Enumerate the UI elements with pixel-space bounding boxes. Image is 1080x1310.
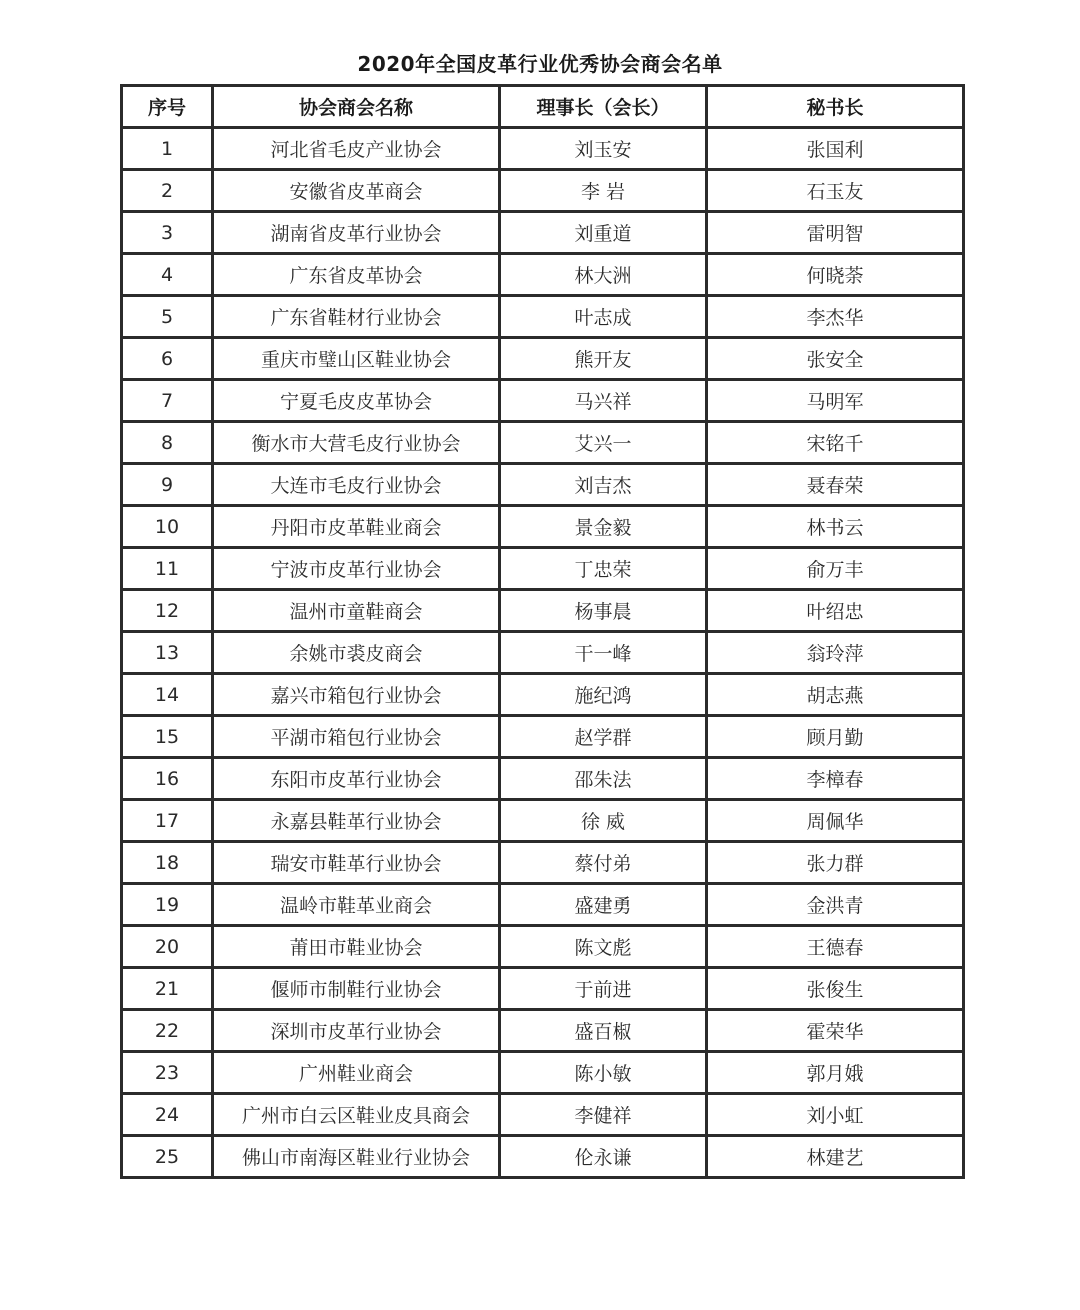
cell-secretary-general: 李樟春: [707, 758, 964, 800]
table-row: [122, 590, 964, 632]
table-row: [122, 548, 964, 590]
cell-index: 18: [122, 842, 213, 884]
cell-secretary-general: 俞万丰: [707, 548, 964, 590]
cell-chairman: 邵朱法: [500, 758, 707, 800]
table-row: [122, 380, 964, 422]
table-row: [122, 674, 964, 716]
table-row: [122, 968, 964, 1010]
cell-secretary-general: 胡志燕: [707, 674, 964, 716]
cell-association-name: 重庆市璧山区鞋业协会: [213, 338, 500, 380]
cell-index: 21: [122, 968, 213, 1010]
cell-chairman: 陈小敏: [500, 1052, 707, 1094]
table-row: [122, 212, 964, 254]
cell-index: 2: [122, 170, 213, 212]
cell-chairman: 徐 威: [500, 800, 707, 842]
cell-index: 8: [122, 422, 213, 464]
cell-association-name: 温岭市鞋革业商会: [213, 884, 500, 926]
cell-chairman: 马兴祥: [500, 380, 707, 422]
cell-association-name: 大连市毛皮行业协会: [213, 464, 500, 506]
cell-index: 24: [122, 1094, 213, 1136]
cell-secretary-general: 顾月勤: [707, 716, 964, 758]
cell-secretary-general: 霍荣华: [707, 1010, 964, 1052]
cell-association-name: 宁夏毛皮皮革协会: [213, 380, 500, 422]
cell-secretary-general: 石玉友: [707, 170, 964, 212]
cell-association-name: 衡水市大营毛皮行业协会: [213, 422, 500, 464]
cell-chairman: 景金毅: [500, 506, 707, 548]
cell-index: 17: [122, 800, 213, 842]
cell-index: 9: [122, 464, 213, 506]
cell-index: 14: [122, 674, 213, 716]
cell-association-name: 东阳市皮革行业协会: [213, 758, 500, 800]
cell-secretary-general: 宋铭千: [707, 422, 964, 464]
cell-chairman: 林大洲: [500, 254, 707, 296]
cell-secretary-general: 何晓荼: [707, 254, 964, 296]
table-row: [122, 926, 964, 968]
cell-association-name: 嘉兴市箱包行业协会: [213, 674, 500, 716]
cell-index: 11: [122, 548, 213, 590]
cell-association-name: 湖南省皮革行业协会: [213, 212, 500, 254]
table-row: [122, 128, 964, 170]
cell-chairman: 艾兴一: [500, 422, 707, 464]
cell-index: 22: [122, 1010, 213, 1052]
cell-index: 1: [122, 128, 213, 170]
cell-chairman: 盛建勇: [500, 884, 707, 926]
cell-association-name: 偃师市制鞋行业协会: [213, 968, 500, 1010]
cell-secretary-general: 张俊生: [707, 968, 964, 1010]
table-row: [122, 632, 964, 674]
cell-chairman: 叶志成: [500, 296, 707, 338]
table-row: [122, 1010, 964, 1052]
cell-chairman: 蔡付弟: [500, 842, 707, 884]
cell-secretary-general: 聂春荣: [707, 464, 964, 506]
cell-association-name: 平湖市箱包行业协会: [213, 716, 500, 758]
cell-index: 7: [122, 380, 213, 422]
document-title: 2020年全国皮革行业优秀协会商会名单: [357, 52, 723, 76]
table-row: [122, 1136, 964, 1178]
cell-index: 3: [122, 212, 213, 254]
cell-chairman: 杨事晨: [500, 590, 707, 632]
table-row: [122, 758, 964, 800]
cell-chairman: 于前进: [500, 968, 707, 1010]
cell-association-name: 莆田市鞋业协会: [213, 926, 500, 968]
cell-chairman: 赵学群: [500, 716, 707, 758]
cell-association-name: 永嘉县鞋革行业协会: [213, 800, 500, 842]
table-row: [122, 338, 964, 380]
table-row: [122, 716, 964, 758]
cell-chairman: 刘重道: [500, 212, 707, 254]
column-header-index: 序号: [122, 86, 213, 128]
cell-index: 19: [122, 884, 213, 926]
cell-association-name: 温州市童鞋商会: [213, 590, 500, 632]
cell-index: 12: [122, 590, 213, 632]
cell-chairman: 熊开友: [500, 338, 707, 380]
cell-index: 15: [122, 716, 213, 758]
cell-secretary-general: 郭月娥: [707, 1052, 964, 1094]
cell-index: 16: [122, 758, 213, 800]
association-table: [120, 84, 965, 1179]
cell-chairman: 盛百椒: [500, 1010, 707, 1052]
cell-index: 13: [122, 632, 213, 674]
cell-index: 10: [122, 506, 213, 548]
column-header-chairman: 理事长（会长）: [500, 86, 707, 128]
cell-association-name: 余姚市裘皮商会: [213, 632, 500, 674]
cell-association-name: 广州市白云区鞋业皮具商会: [213, 1094, 500, 1136]
cell-chairman: 李健祥: [500, 1094, 707, 1136]
table-row: [122, 464, 964, 506]
column-header-association-name: 协会商会名称: [213, 86, 500, 128]
cell-chairman: 刘玉安: [500, 128, 707, 170]
table-header-row: [122, 86, 964, 128]
cell-index: 23: [122, 1052, 213, 1094]
cell-secretary-general: 马明军: [707, 380, 964, 422]
cell-chairman: 刘吉杰: [500, 464, 707, 506]
cell-association-name: 河北省毛皮产业协会: [213, 128, 500, 170]
cell-secretary-general: 张力群: [707, 842, 964, 884]
table-row: [122, 842, 964, 884]
cell-index: 6: [122, 338, 213, 380]
cell-association-name: 广州鞋业商会: [213, 1052, 500, 1094]
column-header-secretary-general: 秘书长: [707, 86, 964, 128]
cell-association-name: 佛山市南海区鞋业行业协会: [213, 1136, 500, 1178]
table-row: [122, 422, 964, 464]
cell-association-name: 深圳市皮革行业协会: [213, 1010, 500, 1052]
cell-index: 5: [122, 296, 213, 338]
cell-association-name: 广东省皮革协会: [213, 254, 500, 296]
cell-secretary-general: 李杰华: [707, 296, 964, 338]
table-row: [122, 884, 964, 926]
cell-index: 25: [122, 1136, 213, 1178]
table-row: [122, 296, 964, 338]
table-body: [122, 128, 964, 1178]
cell-secretary-general: 林建艺: [707, 1136, 964, 1178]
cell-index: 20: [122, 926, 213, 968]
cell-association-name: 安徽省皮革商会: [213, 170, 500, 212]
cell-secretary-general: 林书云: [707, 506, 964, 548]
cell-association-name: 广东省鞋材行业协会: [213, 296, 500, 338]
cell-association-name: 宁波市皮革行业协会: [213, 548, 500, 590]
table-row: [122, 254, 964, 296]
cell-chairman: 伦永谦: [500, 1136, 707, 1178]
cell-chairman: 干一峰: [500, 632, 707, 674]
cell-chairman: 施纪鸿: [500, 674, 707, 716]
cell-secretary-general: 刘小虹: [707, 1094, 964, 1136]
table-row: [122, 1094, 964, 1136]
cell-secretary-general: 张国利: [707, 128, 964, 170]
cell-chairman: 李 岩: [500, 170, 707, 212]
table-row: [122, 170, 964, 212]
cell-index: 4: [122, 254, 213, 296]
cell-secretary-general: 周佩华: [707, 800, 964, 842]
cell-association-name: 丹阳市皮革鞋业商会: [213, 506, 500, 548]
cell-secretary-general: 王德春: [707, 926, 964, 968]
table-row: [122, 506, 964, 548]
cell-secretary-general: 金洪青: [707, 884, 964, 926]
table-row: [122, 800, 964, 842]
cell-secretary-general: 叶绍忠: [707, 590, 964, 632]
table-row: [122, 1052, 964, 1094]
cell-chairman: 丁忠荣: [500, 548, 707, 590]
cell-secretary-general: 翁玲萍: [707, 632, 964, 674]
cell-association-name: 瑞安市鞋革行业协会: [213, 842, 500, 884]
cell-secretary-general: 张安全: [707, 338, 964, 380]
cell-secretary-general: 雷明智: [707, 212, 964, 254]
cell-chairman: 陈文彪: [500, 926, 707, 968]
